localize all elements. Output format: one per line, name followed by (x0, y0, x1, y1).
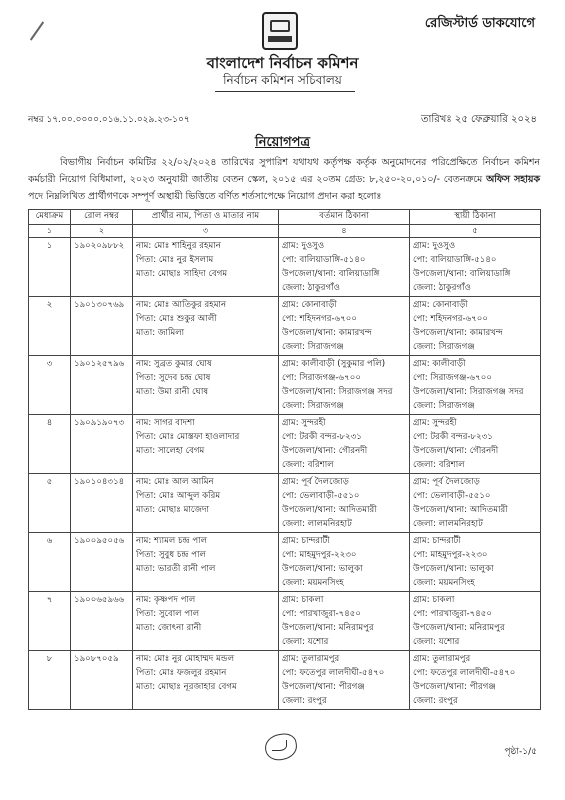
table-row (29, 238, 541, 297)
permanent-address-cell (410, 533, 541, 592)
names-cell (133, 356, 279, 415)
name-line: নাম: মোঃ নুর মোহাম্মদ মন্ডল (136, 654, 235, 664)
name-line: মাতা: জামিলা (136, 328, 185, 338)
names-cell (133, 238, 279, 297)
address-line: পো: শহিদনগর-৬৭০০ (413, 314, 488, 324)
address-line: গ্রাম: চাকলা (282, 595, 324, 605)
name-line: পিতা: মোঃ নুর ইসলাম (136, 255, 214, 265)
address-line: জেলা: সিরাজগঞ্জ (413, 401, 475, 411)
pen-mark (30, 21, 44, 40)
name-line: নাম: মোঃ আতিকুর রহমান (136, 300, 227, 310)
address-line: গ্রাম: পূর্ব দৈলজোড় (413, 477, 480, 487)
paragraph-outro: পদে নিম্নলিখিত প্রার্থীগণকে সম্পূর্ণ অস্থায়ী ভিত্তিতে বর্ণিত শর্তসাপেক্ষে নিয়োগ প্রদান করা হলোঃ (28, 191, 382, 202)
rank-cell: ৮ (29, 651, 71, 710)
address-line: উপজেলা/থানা: বালিয়াডাঙ্গি (413, 269, 511, 279)
name-line: পিতা: সুবোল পাল (136, 609, 200, 619)
rank-cell: ১ (29, 238, 71, 297)
rank-cell: ২ (29, 297, 71, 356)
address-line: উপজেলা/থানা: আদিতমারী (413, 505, 508, 515)
document-title: নিয়োগপত্র (254, 135, 311, 150)
roll-cell: ১৯০৯১৯০৭৩ (71, 415, 133, 474)
address-line: গ্রাম: সুন্দরহী (282, 418, 326, 428)
name-line: নাম: মোঃ আল আমিন (136, 477, 214, 487)
roll-cell: ১৯০০৯৫০৫৬ (71, 533, 133, 592)
address-line: গ্রাম: চান্দরাটী (282, 536, 330, 546)
election-commission-logo-icon (262, 12, 298, 50)
address-line: জেলা: ঠাকুরগাঁও (282, 283, 340, 293)
address-line: পো: সিরাজগঞ্জ-৬৭০০ (282, 373, 361, 383)
name-line: নাম: কৃষ্ণপদ পাল (136, 595, 196, 605)
address-line: গ্রাম: সুন্দরহী (413, 418, 457, 428)
address-line: জেলা: লালমনিরহাট (282, 519, 352, 529)
col-number: ২ (71, 225, 133, 238)
address-line: পো: শহিদনগর-৬৭০০ (282, 314, 357, 324)
address-line: গ্রাম: চান্দরাটী (413, 536, 461, 546)
roll-cell: ১৯০৮৭০৫৯ (71, 651, 133, 710)
name-line: পিতা: মোঃ ফজলুর রহমান (136, 668, 227, 678)
address-line: জেলা: যশোর (282, 637, 329, 647)
table-column-number-row (29, 225, 541, 238)
name-line: মাতা: মোছাঃ মাজেদা (136, 505, 210, 515)
address-line: জেলা: বরিশাল (282, 460, 334, 470)
address-line: জেলা: রংপুর (413, 696, 458, 706)
table-row (29, 533, 541, 592)
address-line: উপজেলা/থানা: গৌরনদী (413, 446, 499, 456)
address-line: জেলা: সিরাজগঞ্জ (282, 401, 344, 411)
address-line: পো: বালিয়াডাঙ্গি-৫১৪০ (282, 255, 366, 265)
rank-cell: ৬ (29, 533, 71, 592)
address-line: উপজেলা/থানা: গৌরনদী (282, 446, 368, 456)
address-line: উপজেলা/থানা: মনিরামপুর (282, 623, 374, 633)
address-line: জেলা: রংপুর (282, 696, 327, 706)
name-line: নাম: সুব্রত কুমার ঘোষ (136, 359, 212, 369)
col-number: ৫ (410, 225, 541, 238)
table-row (29, 651, 541, 710)
address-line: উপজেলা/থানা: সিরাজগঞ্জ সদর (282, 387, 393, 397)
address-line: জেলা: বরিশাল (413, 460, 465, 470)
address-line: উপজেলা/থানা: আদিতমারী (282, 505, 377, 515)
paragraph-intro: বিভাগীয় নির্বাচন কমিটির ২২/০২/২০২৪ তারিখের সুপারিশ যথাযথ কর্তৃপক্ষ কর্তৃক অনুমোদনের পরিপ্রেক্ষিতে নির্বাচন কমিশন কর্মচারী নিয়োগ বিধিমালা, ২০২৩ অনুযায়ী জাতীয় বেতন স্কেল, ২০১৫ এর ২০তম গ্রেড: ৮,২৫০-২০,০১০/- বেতনক্রমে (28, 157, 540, 185)
address-line: পো: ভেলাবাড়ী-৫৫১০ (282, 491, 360, 501)
roll-cell: ১৯০১০৪৩১৪ (71, 474, 133, 533)
permanent-address-cell (410, 415, 541, 474)
address-line: উপজেলা/থানা: কামারখন্দ (413, 328, 503, 338)
address-line: গ্রাম: কালীবাড়ী (সুকুমার পলি) (282, 359, 386, 369)
address-line: উপজেলা/থানা: ভালুকা (413, 564, 494, 574)
page-number: পৃষ্ঠা-১/৫ (504, 747, 537, 757)
address-line: পো: মাহমুদপুর-২২৩০ (413, 550, 488, 560)
names-cell (133, 297, 279, 356)
present-address-cell (279, 533, 410, 592)
table-row (29, 297, 541, 356)
names-cell (133, 415, 279, 474)
permanent-address-cell (410, 356, 541, 415)
signature-stroke (272, 740, 287, 751)
address-line: পো: ভেলাবাড়ী-৫৫১০ (413, 491, 491, 501)
address-line: পো: বালিয়াডাঙ্গি-৫১৪০ (413, 255, 497, 265)
col-number: ৪ (279, 225, 410, 238)
rank-cell: ৪ (29, 415, 71, 474)
header-divider (215, 91, 355, 92)
appointment-paragraph (28, 154, 540, 205)
address-line: গ্রাম: দুওসুও (413, 241, 456, 251)
name-line: পিতা: সুবুধ চন্দ্র পাল (136, 550, 206, 560)
name-line: মাতা: জোৎনা রানী (136, 623, 202, 633)
present-address-cell (279, 592, 410, 651)
secretariat-name: নির্বাচন কমিশন সচিবালয় (223, 73, 342, 87)
address-line: পো: সিরাজগঞ্জ-৬৭০০ (413, 373, 492, 383)
address-line: জেলা: ময়মনসিংহ (282, 578, 344, 588)
name-line: পিতা: মোঃ মোস্তফা হাওলাদার (136, 432, 240, 442)
address-line: উপজেলা/থানা: সিরাজগঞ্জ সদর (413, 387, 524, 397)
name-line: মাতা: মোছাঃ সাহিদা বেগম (136, 269, 228, 279)
address-line: জেলা: সিরাজগঞ্জ (282, 342, 344, 352)
table-header-row (29, 210, 541, 225)
address-line: জেলা: যশোর (413, 637, 460, 647)
name-line: নাম: মোঃ শাহিনুর রহমান (136, 241, 221, 251)
permanent-address-cell (410, 651, 541, 710)
permanent-address-cell (410, 592, 541, 651)
address-line: গ্রাম: চাকলা (413, 595, 455, 605)
names-cell (133, 533, 279, 592)
header-names: প্রার্থীর নাম, পিতা ও মাতার নাম (133, 210, 279, 225)
name-line: মাতা: মোছাঃ নূরজাহার বেগম (136, 682, 237, 692)
permanent-address-cell (410, 297, 541, 356)
name-line: নাম: শ্যামল চন্দ্র পাল (136, 536, 208, 546)
address-line: পো: পারখাজুরা-৭৪৫০ (282, 609, 361, 619)
roll-cell: ১৯০১২৫৭৯৬ (71, 356, 133, 415)
present-address-cell (279, 297, 410, 356)
table-row (29, 474, 541, 533)
address-line: পো: মাহমুদপুর-২২৩০ (282, 550, 357, 560)
table-row (29, 415, 541, 474)
header-present-address: বর্তমান ঠিকানা (279, 210, 410, 225)
name-line: নাম: সাগর বাদশা (136, 418, 195, 428)
address-line: গ্রাম: কালীবাড়ী (413, 359, 466, 369)
present-address-cell (279, 356, 410, 415)
memo-number: নম্বর ১৭.০০.০০০০.০১৬.১১.০২৯.২৩-১০৭ (28, 115, 190, 125)
header-rank: মেধাক্রম (29, 210, 71, 225)
name-line: মাতা: সালেহা বেগম (136, 446, 205, 456)
name-line: পিতা: মোঃ আব্দুল করিম (136, 491, 221, 501)
rank-cell: ৭ (29, 592, 71, 651)
present-address-cell (279, 474, 410, 533)
names-cell (133, 474, 279, 533)
name-line: পিতা: মোঃ শুকুর আলী (136, 314, 217, 324)
roll-cell: ১৯০২০৯৮৮২ (71, 238, 133, 297)
names-cell (133, 651, 279, 710)
address-line: গ্রাম: কোনাবাড়ী (282, 300, 337, 310)
address-line: জেলা: ময়মনসিংহ (413, 578, 475, 588)
col-number: ৩ (133, 225, 279, 238)
col-number: ১ (29, 225, 71, 238)
name-line: পিতা: সুদেব চন্দ্র ঘোষ (136, 373, 211, 383)
appointee-table (28, 209, 541, 710)
address-line: গ্রাম: কোনাবাড়ী (413, 300, 468, 310)
address-line: জেলা: সিরাজগঞ্জ (413, 342, 475, 352)
present-address-cell (279, 238, 410, 297)
roll-cell: ১৯০১৩০৭৬৯ (71, 297, 133, 356)
address-line: উপজেলা/থানা: পীরগঞ্জ (413, 682, 496, 692)
rank-cell: ৫ (29, 474, 71, 533)
table-row (29, 356, 541, 415)
address-line: গ্রাম: পূর্ব দৈলজোড় (282, 477, 349, 487)
address-line: জেলা: লালমনিরহাট (413, 519, 483, 529)
address-line: গ্রাম: তুলারামপুর (413, 654, 471, 664)
address-line: উপজেলা/থানা: মনিরামপুর (413, 623, 505, 633)
table-row (29, 592, 541, 651)
header-permanent-address: স্থায়ী ঠিকানা (410, 210, 541, 225)
names-cell (133, 592, 279, 651)
address-line: গ্রাম: তুলারামপুর (282, 654, 340, 664)
name-line: মাতা: ভারতী রানী পাল (136, 564, 216, 574)
address-line: উপজেলা/থানা: কামারখন্দ (282, 328, 372, 338)
address-line: উপজেলা/থানা: পীরগঞ্জ (282, 682, 365, 692)
present-address-cell (279, 651, 410, 710)
issue-date: তারিখঃ ২৫ ফেব্রুয়ারি ২০২৪ (420, 114, 537, 125)
present-address-cell (279, 415, 410, 474)
address-line: পো: টরকী বন্দর-৮২৩১ (282, 432, 362, 442)
roll-cell: ১৯০০৬৫৯৬৬ (71, 592, 133, 651)
registered-post-label: রেজিস্টার্ড ডাকযোগে (424, 16, 535, 31)
address-line: গ্রাম: দুওসুও (282, 241, 325, 251)
header-roll: রোল নম্বর (71, 210, 133, 225)
address-line: পো: পারখাজুরা-৭৪৫০ (413, 609, 492, 619)
address-line: পো: টরকী বন্দর-৮২৩১ (413, 432, 493, 442)
permanent-address-cell (410, 474, 541, 533)
address-line: উপজেলা/থানা: ভালুকা (282, 564, 363, 574)
permanent-address-cell (410, 238, 541, 297)
address-line: পো: ফতেপুর লালদীঘী-৫৪৭০ (413, 668, 516, 678)
rank-cell: ৩ (29, 356, 71, 415)
organization-name: বাংলাদেশ নির্বাচন কমিশন (206, 54, 359, 72)
post-name: অফিস সহায়ক (486, 174, 540, 185)
name-line: মাতা: উমা রানী ঘোষ (136, 387, 209, 397)
address-line: পো: ফতেপুর লালদীঘী-৫৪৭০ (282, 668, 385, 678)
address-line: উপজেলা/থানা: বালিয়াডাঙ্গি (282, 269, 380, 279)
address-line: জেলা: ঠাকুরগাঁও (413, 283, 471, 293)
